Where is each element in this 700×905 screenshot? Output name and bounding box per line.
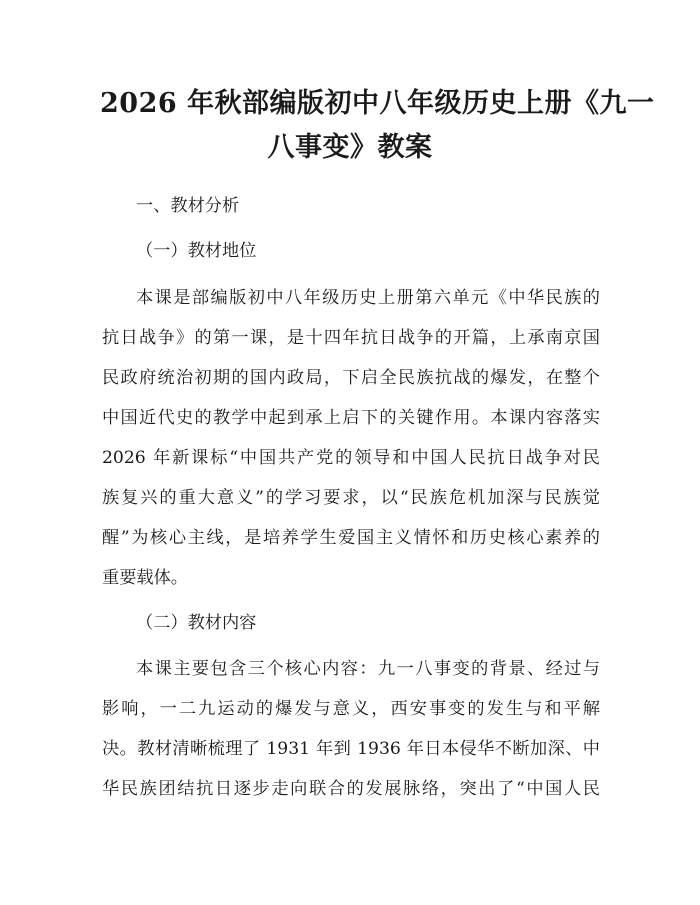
paragraph-line: 族复兴的重大意义”的学习要求，以“民族危机加深与民族觉 [102, 488, 600, 508]
paragraph-line: 重要载体。 [102, 568, 188, 588]
subsection-heading-content: （二）教材内容 [136, 613, 257, 633]
paragraph-line: 本课是部编版初中八年级历史上册第六单元《中华民族的 [136, 288, 600, 308]
paragraph-line: 2026 年新课标“中国共产党的领导和中国人民抗日战争对民 [102, 448, 600, 468]
paragraph-line: 中国近代史的教学中起到承上启下的关键作用。本课内容落实 [102, 408, 600, 428]
paragraph-line: 抗日战争》的第一课，是十四年抗日战争的开篇，上承南京国 [102, 328, 600, 348]
paragraph-line: 民政府统治初期的国内政局，下启全民族抗战的爆发，在整个 [102, 368, 600, 388]
section-heading: 一、教材分析 [136, 196, 240, 216]
paragraph-line: 华民族团结抗日逐步走向联合的发展脉络，突出了“中国人民 [102, 779, 600, 799]
paragraph-line: 决。教材清晰梳理了 1931 年到 1936 年日本侵华不断加深、中 [102, 739, 600, 759]
document-title-line-1: 2026 年秋部编版初中八年级历史上册《九一 [100, 88, 655, 119]
document-title-line-2: 八事变》教案 [267, 132, 433, 163]
subsection-heading-position: （一）教材地位 [136, 241, 257, 261]
paragraph-line: 影响，一二九运动的爆发与意义，西安事变的发生与和平解 [102, 699, 600, 719]
paragraph-line: 本课主要包含三个核心内容：九一八事变的背景、经过与 [136, 659, 600, 679]
paragraph-line: 醒”为核心主线，是培养学生爱国主义情怀和历史核心素养的 [102, 528, 600, 548]
